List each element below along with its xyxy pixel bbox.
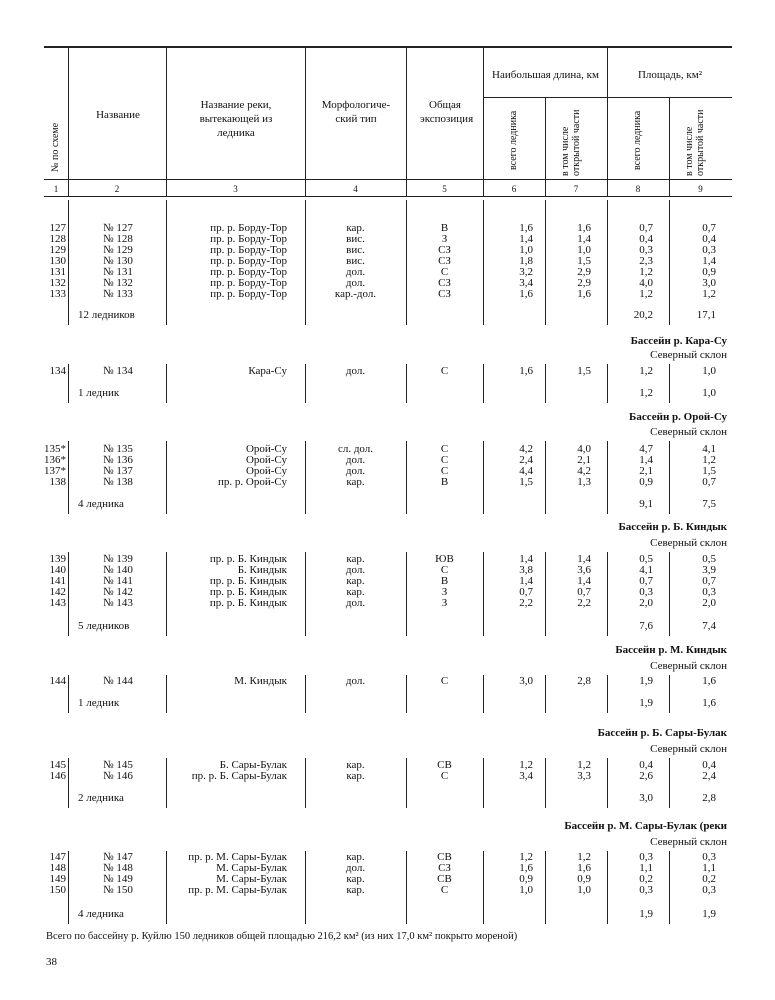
slope-title: Северный склон xyxy=(650,660,727,672)
table-cell: 148 xyxy=(49,862,66,874)
column-divider xyxy=(166,200,167,325)
table-cell: З xyxy=(441,597,448,609)
table-cell: пр. р. Б. Киндык xyxy=(209,553,287,565)
table-cell: 143 xyxy=(49,597,66,609)
table-cell: 1,2 xyxy=(519,759,533,771)
table-cell: 2,1 xyxy=(639,465,653,477)
section-total-open: 1,0 xyxy=(702,387,716,399)
table-cell: 0,9 xyxy=(639,476,653,488)
column-number: 6 xyxy=(511,184,517,194)
header-name: Название xyxy=(96,109,140,121)
table-cell: 127 xyxy=(49,222,66,234)
table-cell: № 147 xyxy=(103,851,133,863)
header-length-group: Наибольшая длина, км xyxy=(492,69,599,81)
table-cell: вис. xyxy=(346,233,365,245)
table-cell: 1,2 xyxy=(639,266,653,278)
header-river-name: Название реки, вытекающей из ледника xyxy=(199,99,273,139)
table-cell: № 129 xyxy=(103,244,133,256)
header-area-total: всего ледника xyxy=(632,110,643,170)
column-number: 7 xyxy=(573,184,579,194)
table-cell: 140 xyxy=(49,564,66,576)
table-cell: В xyxy=(440,575,449,587)
table-cell: 1,0 xyxy=(519,884,533,896)
table-cell: 146 xyxy=(49,770,66,782)
table-cell: 0,4 xyxy=(702,759,716,771)
table-cell: 3,6 xyxy=(577,564,591,576)
table-cell: СЗ xyxy=(438,862,451,874)
column-number: 4 xyxy=(353,184,358,194)
page-number: 38 xyxy=(46,956,57,968)
slope-title: Северный склон xyxy=(650,743,727,755)
table-cell: 1,5 xyxy=(577,365,591,377)
table-cell: Орой-Су xyxy=(245,443,287,455)
table-cell: № 134 xyxy=(103,365,133,377)
section-total-open: 1,9 xyxy=(702,908,716,920)
table-cell: № 130 xyxy=(103,255,133,267)
table-cell: кар. xyxy=(346,586,365,598)
table-cell: № 146 xyxy=(103,770,133,782)
table-cell: 1,5 xyxy=(702,465,716,477)
table-cell: дол. xyxy=(345,266,366,278)
table-cell: 1,2 xyxy=(577,851,591,863)
table-cell: 1,6 xyxy=(577,288,591,300)
table-cell: 1,6 xyxy=(519,862,533,874)
table-cell: 1,6 xyxy=(519,365,533,377)
table-cell: 2,9 xyxy=(577,266,591,278)
table-cell: С xyxy=(440,266,449,278)
table-cell: № 135 xyxy=(103,443,133,455)
table-cell: 1,2 xyxy=(639,365,653,377)
header-divider xyxy=(305,47,306,196)
table-cell: 3,0 xyxy=(702,277,716,289)
table-cell: 0,3 xyxy=(702,851,716,863)
table-cell: 3,4 xyxy=(519,277,533,289)
table-cell: 2,4 xyxy=(519,454,533,466)
table-cell: 0,7 xyxy=(639,575,653,587)
column-divider xyxy=(166,441,167,514)
section-total-label: 4 ледника xyxy=(78,908,124,920)
table-top-rule xyxy=(44,46,732,48)
table-cell: 147 xyxy=(49,851,66,863)
table-cell: В xyxy=(440,222,449,234)
table-cell: 0,4 xyxy=(702,233,716,245)
table-cell: 4,2 xyxy=(577,465,591,477)
table-cell: кар. xyxy=(346,476,365,488)
table-cell: 0,7 xyxy=(639,222,653,234)
table-cell: кар. xyxy=(346,884,365,896)
header-scheme-number: № по схеме xyxy=(50,122,61,172)
table-cell: СЗ xyxy=(438,288,451,300)
column-divider xyxy=(68,851,69,924)
table-cell: 132 xyxy=(49,277,66,289)
table-cell: 1,6 xyxy=(519,222,533,234)
table-cell: 3,8 xyxy=(519,564,533,576)
column-divider xyxy=(68,758,69,808)
table-cell: 1,4 xyxy=(577,553,591,565)
table-cell: 135* xyxy=(44,443,66,455)
table-cell: 1,4 xyxy=(577,233,591,245)
table-cell: М. Киндык xyxy=(234,675,287,687)
section-total-area: 20,2 xyxy=(633,309,653,321)
basin-title: Бассейн р. М. Сары-Булак (реки xyxy=(564,820,727,832)
section-total-label: 1 ледник xyxy=(78,697,120,709)
table-cell: 0,2 xyxy=(702,873,716,885)
column-divider xyxy=(68,441,69,514)
table-cell: пр. р. Борду-Тор xyxy=(210,277,287,289)
table-cell: № 144 xyxy=(103,675,133,687)
table-cell: СЗ xyxy=(438,244,451,256)
table-cell: кар. xyxy=(346,222,365,234)
table-cell: 1,4 xyxy=(519,233,533,245)
section-total-open: 17,1 xyxy=(696,309,716,321)
table-cell: кар. xyxy=(346,759,365,771)
table-cell: вис. xyxy=(346,255,365,267)
table-cell: пр. р. Борду-Тор xyxy=(210,255,287,267)
column-divider xyxy=(68,200,69,325)
table-cell: № 138 xyxy=(103,476,133,488)
table-cell: 136* xyxy=(44,454,66,466)
table-cell: Орой-Су xyxy=(245,454,287,466)
table-cell: СВ xyxy=(437,851,452,863)
header-length-total: всего ледника xyxy=(508,110,519,170)
section-total-area: 9,1 xyxy=(639,498,653,510)
table-cell: № 143 xyxy=(103,597,133,609)
table-cell: 0,5 xyxy=(702,553,716,565)
section-total-area: 3,0 xyxy=(639,792,653,804)
basin-title: Бассейн р. Кара-Су xyxy=(630,335,727,347)
table-cell: 1,4 xyxy=(639,454,653,466)
table-cell: № 148 xyxy=(103,862,133,874)
table-cell: 2,2 xyxy=(577,597,591,609)
table-cell: 0,7 xyxy=(519,586,533,598)
table-cell: № 139 xyxy=(103,553,133,565)
table-cell: дол. xyxy=(345,465,366,477)
column-number-rule xyxy=(44,196,732,197)
table-cell: С xyxy=(440,675,449,687)
table-cell: пр. р. Б. Киндык xyxy=(209,586,287,598)
section-total-open: 7,4 xyxy=(702,620,716,632)
column-number: 5 xyxy=(442,184,447,194)
table-cell: дол. xyxy=(345,675,366,687)
column-divider xyxy=(68,552,69,636)
header-area-group: Площадь, км² xyxy=(637,69,702,81)
table-cell: 4,0 xyxy=(577,443,591,455)
table-cell: 1,3 xyxy=(577,476,591,488)
section-total-area: 7,6 xyxy=(639,620,653,632)
table-cell: 0,2 xyxy=(639,873,653,885)
table-cell: 1,2 xyxy=(702,288,716,300)
table-cell: 4,1 xyxy=(639,564,653,576)
table-cell: З xyxy=(441,586,448,598)
table-cell: 0,3 xyxy=(702,586,716,598)
section-total-area: 1,9 xyxy=(639,697,653,709)
table-cell: пр. р. М. Сары-Булак xyxy=(188,884,287,896)
table-cell: М. Сары-Булак xyxy=(216,862,287,874)
table-cell: 129 xyxy=(49,244,66,256)
table-cell: дол. xyxy=(345,277,366,289)
table-cell: 0,9 xyxy=(577,873,591,885)
slope-title: Северный склон xyxy=(650,426,727,438)
table-cell: Орой-Су xyxy=(245,465,287,477)
table-cell: № 136 xyxy=(103,454,133,466)
section-total-label: 4 ледника xyxy=(78,498,124,510)
table-cell: 1,0 xyxy=(577,884,591,896)
column-divider xyxy=(166,851,167,924)
table-cell: С xyxy=(440,770,449,782)
table-cell: 1,6 xyxy=(702,675,716,687)
table-cell: 1,6 xyxy=(577,222,591,234)
table-cell: № 141 xyxy=(103,575,133,587)
table-cell: С xyxy=(440,564,449,576)
table-cell: кар. xyxy=(346,851,365,863)
section-total-label: 5 ледников xyxy=(78,620,130,632)
table-cell: 3,9 xyxy=(702,564,716,576)
table-cell: 141 xyxy=(49,575,66,587)
table-cell: 0,7 xyxy=(702,476,716,488)
table-cell: пр. р. Орой-Су xyxy=(218,476,287,488)
column-number: 3 xyxy=(233,184,238,194)
table-cell: М. Сары-Булак xyxy=(216,873,287,885)
footer-summary: Всего по бассейну р. Куйлю 150 ледников общей площадью 216,2 км² (из них 17,0 км² покрыто мореной) xyxy=(46,931,518,942)
table-cell: С xyxy=(440,365,449,377)
table-cell: 134 xyxy=(49,365,66,377)
table-cell: 4,0 xyxy=(639,277,653,289)
table-cell: пр. р. Борду-Тор xyxy=(210,266,287,278)
header-area-open: в том числе открытой части xyxy=(684,109,706,176)
table-cell: № 127 xyxy=(103,222,133,234)
table-cell: вис. xyxy=(346,244,365,256)
table-cell: 139 xyxy=(49,553,66,565)
header-bottom-rule xyxy=(44,179,732,180)
table-cell: 144 xyxy=(49,675,66,687)
table-cell: дол. xyxy=(345,454,366,466)
table-cell: Б. Киндык xyxy=(237,564,287,576)
section-total-area: 1,2 xyxy=(639,387,653,399)
table-cell: 0,3 xyxy=(639,851,653,863)
slope-title: Северный склон xyxy=(650,537,727,549)
table-cell: сл. дол. xyxy=(337,443,374,455)
table-cell: 1,5 xyxy=(519,476,533,488)
table-cell: З xyxy=(441,233,448,245)
slope-title: Северный склон xyxy=(650,836,727,848)
table-cell: 1,9 xyxy=(639,675,653,687)
table-cell: С xyxy=(440,884,449,896)
column-divider xyxy=(68,675,69,713)
column-divider xyxy=(166,364,167,403)
table-cell: 3,2 xyxy=(519,266,533,278)
table-cell: 1,8 xyxy=(519,255,533,267)
table-cell: № 128 xyxy=(103,233,133,245)
table-cell: 3,0 xyxy=(519,675,533,687)
table-cell: 1,0 xyxy=(519,244,533,256)
table-cell: дол. xyxy=(345,365,366,377)
table-cell: пр. р. М. Сары-Булак xyxy=(188,851,287,863)
table-cell: 1,1 xyxy=(639,862,653,874)
table-cell: 0,3 xyxy=(639,884,653,896)
header-divider xyxy=(166,47,167,196)
section-total-label: 2 ледника xyxy=(78,792,124,804)
table-cell: 2,8 xyxy=(577,675,591,687)
table-cell: 1,2 xyxy=(702,454,716,466)
table-cell: Кара-Су xyxy=(248,365,287,377)
table-cell: 0,3 xyxy=(639,586,653,598)
section-total-label: 12 ледников xyxy=(78,309,135,321)
table-cell: В xyxy=(440,476,449,488)
table-cell: № 150 xyxy=(103,884,133,896)
table-cell: 4,7 xyxy=(639,443,653,455)
table-cell: кар. xyxy=(346,553,365,565)
table-cell: 0,9 xyxy=(702,266,716,278)
table-cell: дол. xyxy=(345,597,366,609)
table-cell: 150 xyxy=(49,884,66,896)
table-cell: СЗ xyxy=(438,255,451,267)
table-cell: 0,3 xyxy=(702,244,716,256)
header-exposition: Общая экспозиция xyxy=(420,99,474,125)
table-cell: 2,0 xyxy=(639,597,653,609)
table-cell: кар.-дол. xyxy=(334,288,377,300)
section-total-open: 2,8 xyxy=(702,792,716,804)
table-cell: 2,4 xyxy=(702,770,716,782)
table-cell: 138 xyxy=(49,476,66,488)
table-cell: 1,6 xyxy=(577,862,591,874)
table-cell: 1,6 xyxy=(519,288,533,300)
section-total-open: 1,6 xyxy=(702,697,716,709)
table-cell: 0,3 xyxy=(702,884,716,896)
table-cell: 3,3 xyxy=(577,770,591,782)
table-cell: СВ xyxy=(437,873,452,885)
column-divider xyxy=(166,675,167,713)
table-cell: СВ xyxy=(437,759,452,771)
table-cell: 128 xyxy=(49,233,66,245)
table-cell: 0,3 xyxy=(639,244,653,256)
table-cell: СЗ xyxy=(438,277,451,289)
column-number: 2 xyxy=(114,184,120,194)
table-cell: пр. р. Борду-Тор xyxy=(210,288,287,300)
table-cell: № 142 xyxy=(103,586,133,598)
table-cell: 142 xyxy=(49,586,66,598)
table-cell: № 131 xyxy=(103,266,133,278)
table-cell: № 149 xyxy=(103,873,133,885)
table-cell: 149 xyxy=(49,873,66,885)
table-cell: 0,4 xyxy=(639,233,653,245)
table-cell: 1,2 xyxy=(519,851,533,863)
table-cell: 1,2 xyxy=(639,288,653,300)
table-cell: 1,0 xyxy=(577,244,591,256)
table-cell: 1,2 xyxy=(577,759,591,771)
table-cell: С xyxy=(440,465,449,477)
table-cell: 1,4 xyxy=(519,553,533,565)
table-cell: 1,4 xyxy=(577,575,591,587)
table-cell: 1,4 xyxy=(702,255,716,267)
table-cell: пр. р. Б. Киндык xyxy=(209,575,287,587)
table-cell: 4,1 xyxy=(702,443,716,455)
header-divider xyxy=(406,47,407,196)
table-cell: пр. р. Б. Сары-Булак xyxy=(191,770,287,782)
table-cell: 0,5 xyxy=(639,553,653,565)
table-cell: С xyxy=(440,454,449,466)
table-cell: кар. xyxy=(346,575,365,587)
section-total-open: 7,5 xyxy=(702,498,716,510)
table-cell: 130 xyxy=(49,255,66,267)
table-cell: 1,5 xyxy=(577,255,591,267)
table-cell: 2,0 xyxy=(702,597,716,609)
column-divider xyxy=(166,552,167,636)
table-cell: 133 xyxy=(49,288,66,300)
table-cell: кар. xyxy=(346,770,365,782)
header-divider xyxy=(68,47,69,196)
table-cell: 0,7 xyxy=(702,222,716,234)
column-divider xyxy=(68,364,69,403)
table-cell: пр. р. Борду-Тор xyxy=(210,222,287,234)
section-total-area: 1,9 xyxy=(639,908,653,920)
table-cell: 2,6 xyxy=(639,770,653,782)
table-cell: 0,9 xyxy=(519,873,533,885)
table-cell: № 140 xyxy=(103,564,133,576)
table-cell: 2,2 xyxy=(519,597,533,609)
column-number: 1 xyxy=(53,184,59,194)
section-total-label: 1 ледник xyxy=(78,387,120,399)
table-cell: 0,7 xyxy=(702,575,716,587)
table-cell: 2,1 xyxy=(577,454,591,466)
slope-title: Северный склон xyxy=(650,349,727,361)
table-cell: кар. xyxy=(346,873,365,885)
basin-title: Бассейн р. М. Киндык xyxy=(615,644,727,656)
table-cell: 137* xyxy=(44,465,66,477)
header-divider xyxy=(669,97,670,196)
table-cell: № 133 xyxy=(103,288,133,300)
basin-title: Бассейн р. Б. Сары-Булак xyxy=(597,727,727,739)
table-cell: № 145 xyxy=(103,759,133,771)
table-cell: дол. xyxy=(345,564,366,576)
column-number: 8 xyxy=(635,184,641,194)
table-cell: дол. xyxy=(345,862,366,874)
table-cell: ЮВ xyxy=(435,553,454,565)
table-cell: 0,4 xyxy=(639,759,653,771)
table-cell: 0,7 xyxy=(577,586,591,598)
table-cell: 4,2 xyxy=(519,443,533,455)
table-cell: С xyxy=(440,443,449,455)
header-divider xyxy=(545,97,546,196)
table-cell: 1,1 xyxy=(702,862,716,874)
basin-title: Бассейн р. Орой-Су xyxy=(629,411,727,423)
table-cell: 2,9 xyxy=(577,277,591,289)
table-cell: 145 xyxy=(49,759,66,771)
table-cell: Б. Сары-Булак xyxy=(219,759,287,771)
column-number: 9 xyxy=(698,184,703,194)
table-cell: пр. р. Борду-Тор xyxy=(210,233,287,245)
table-cell: 4,4 xyxy=(519,465,533,477)
table-cell: 3,4 xyxy=(519,770,533,782)
basin-title: Бассейн р. Б. Киндык xyxy=(618,521,727,533)
table-cell: пр. р. Б. Киндык xyxy=(209,597,287,609)
header-morph-type: Морфологиче-ский тип xyxy=(321,99,391,125)
table-cell: 1,0 xyxy=(702,365,716,377)
table-cell: пр. р. Борду-Тор xyxy=(210,244,287,256)
table-cell: 1,4 xyxy=(519,575,533,587)
table-cell: № 132 xyxy=(103,277,133,289)
header-length-open: в том числе открытой части xyxy=(560,109,582,176)
column-divider xyxy=(166,758,167,808)
table-cell: 2,3 xyxy=(639,255,653,267)
table-cell: 131 xyxy=(49,266,66,278)
table-cell: № 137 xyxy=(103,465,133,477)
